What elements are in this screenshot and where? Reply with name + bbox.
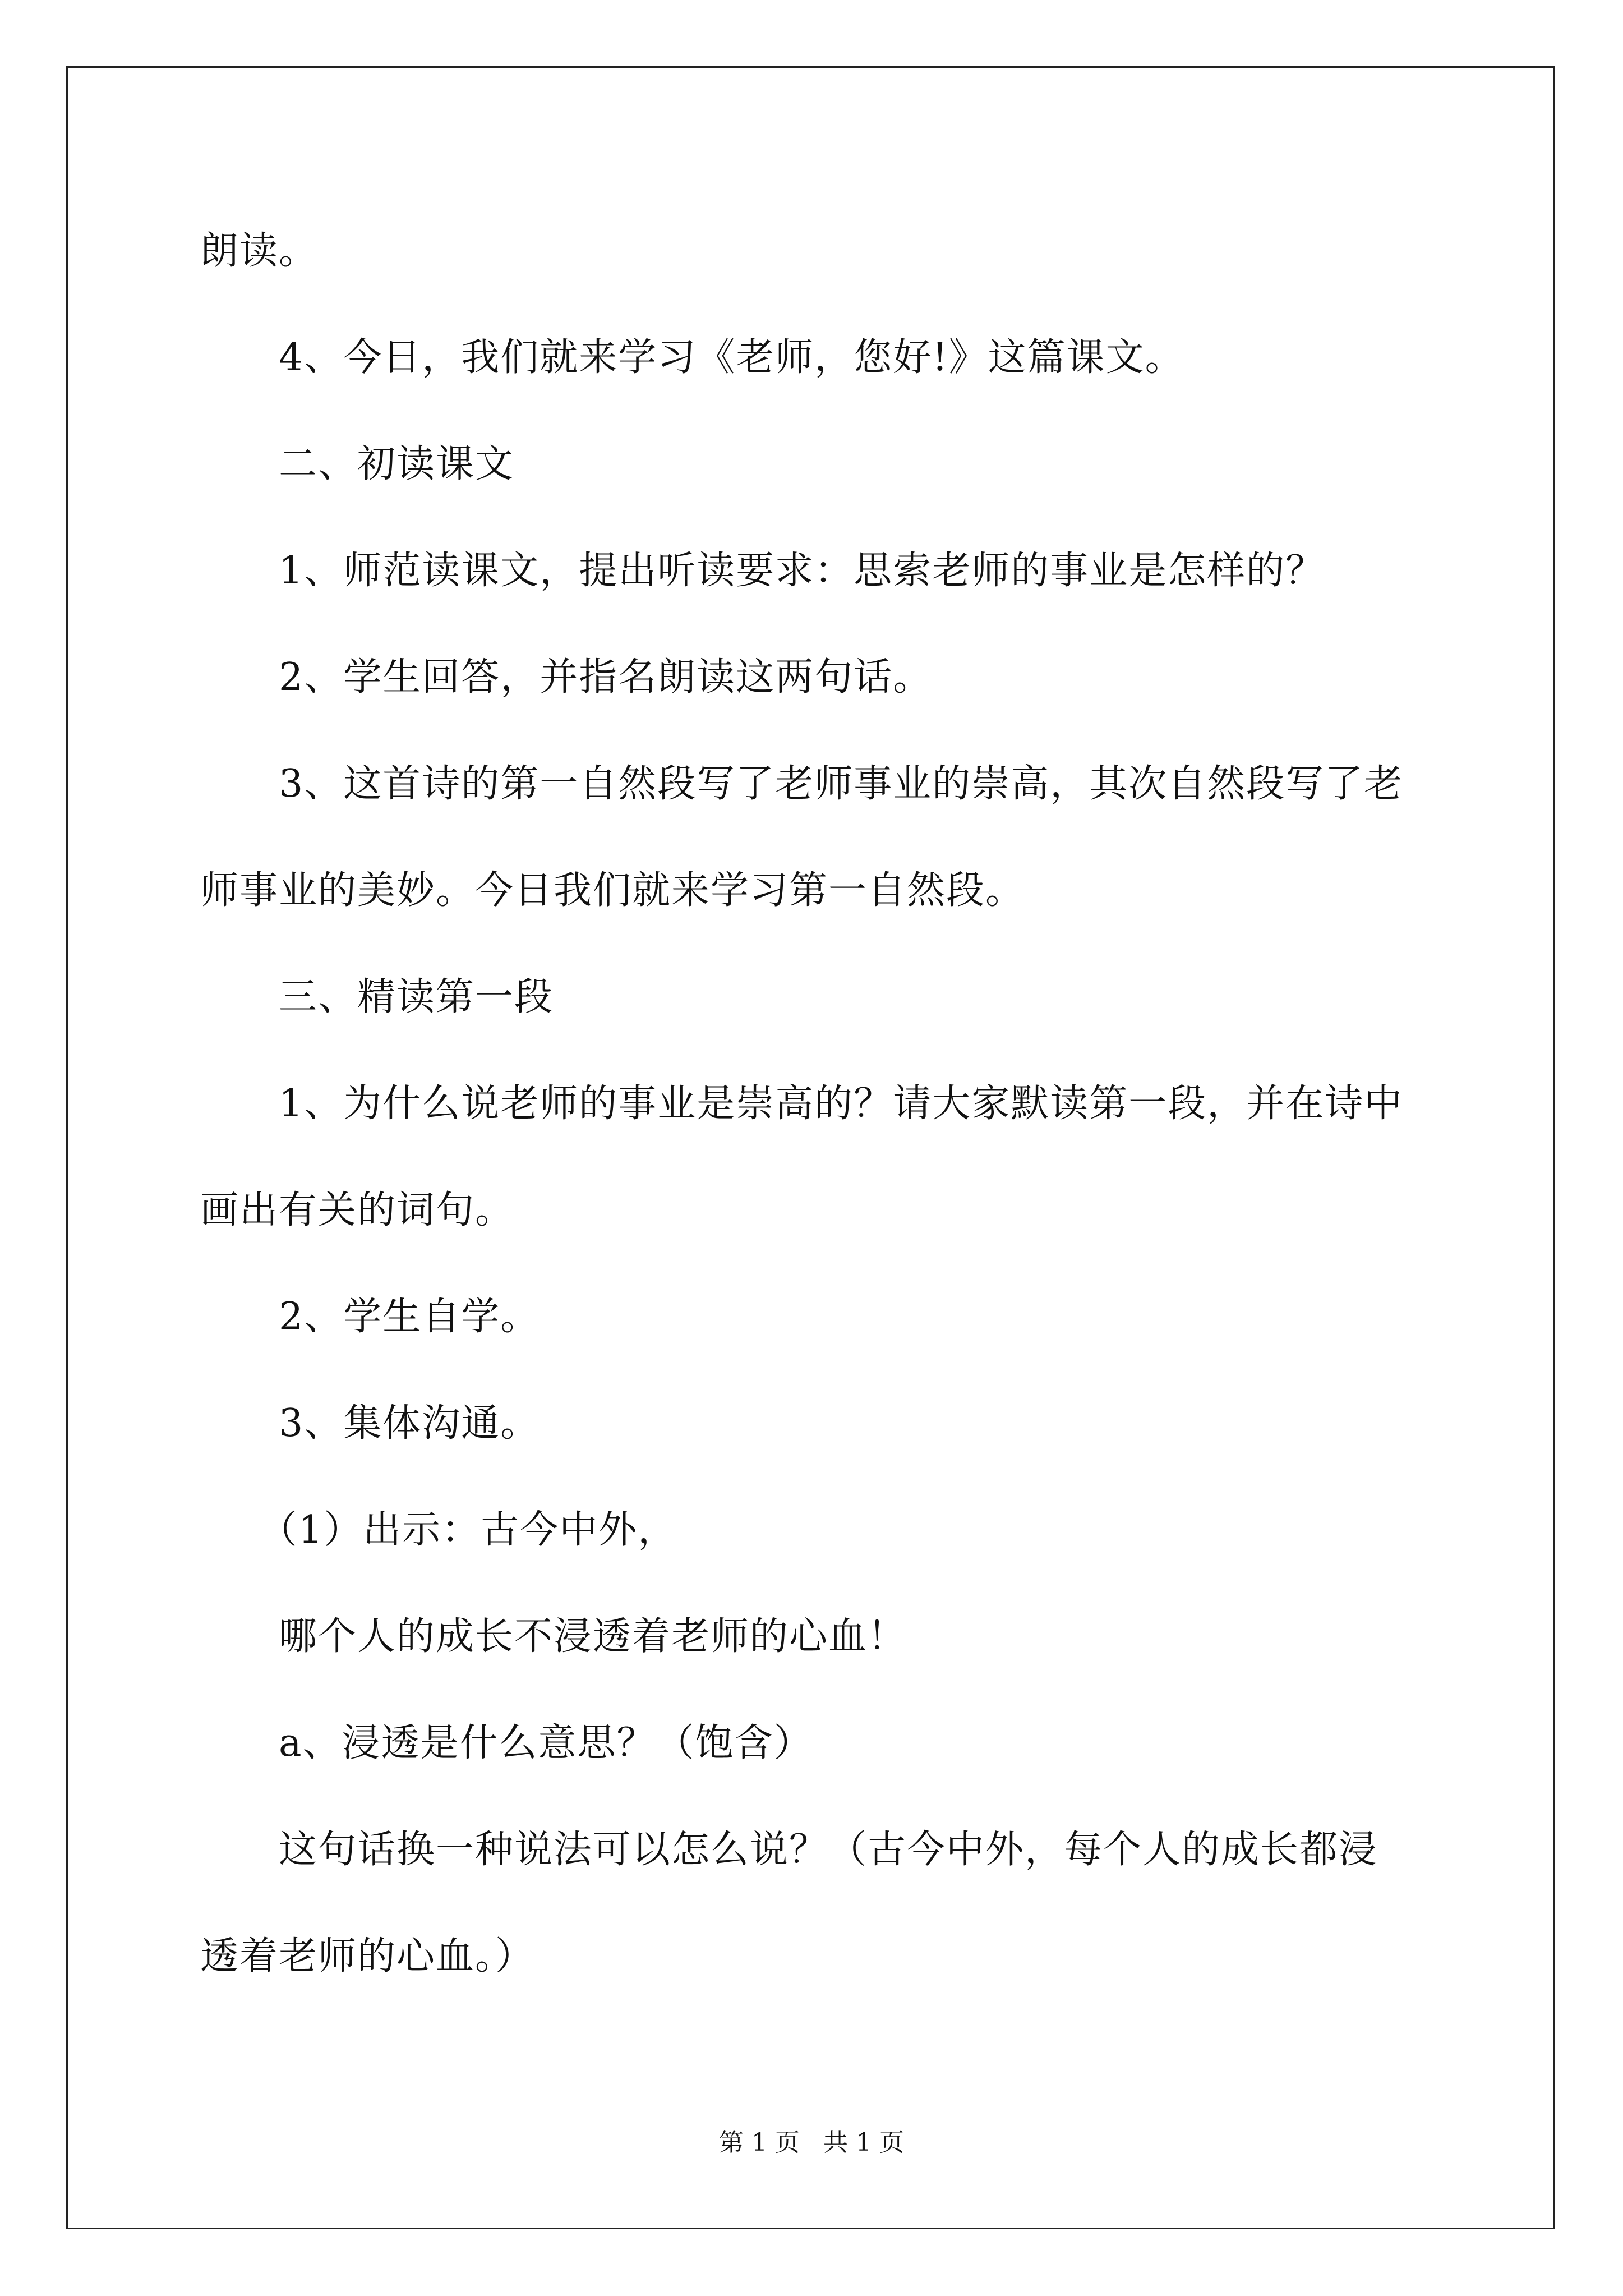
paragraph-line: 4、今日，我们就来学习《老师，您好!》这篇课文。 [279, 335, 1184, 380]
paragraph-line: 朗读。 [200, 229, 319, 273]
paragraph-line: 2、学生自学。 [279, 1295, 540, 1339]
paragraph-line: 哪个人的成长不浸透着老师的心血！ [279, 1614, 907, 1659]
page-border [66, 66, 1555, 2229]
paragraph-line: 2、学生回答，并指名朗读这两句话。 [279, 655, 933, 700]
page-footer: 第 1 页 共 1 页 [719, 2128, 904, 2157]
paragraph-line: 这句话换一种说法可以怎么说？（古今中外，每个人的成长都浸 [279, 1828, 1378, 1872]
paragraph-line: 师事业的美妙。今日我们就来学习第一自然段。 [200, 868, 1025, 913]
section-heading: 二、初读课文 [279, 442, 515, 486]
paragraph-line: 透着老师的心血。） [200, 1934, 535, 1978]
paragraph-line: 1、师范读课文，提出听读要求：思索老师的事业是怎样的？ [279, 549, 1325, 593]
paragraph-line: 3、集体沟通。 [279, 1401, 540, 1446]
paragraph-line: 3、这首诗的第一自然段写了老师事业的崇高，其次自然段写了老 [279, 762, 1404, 806]
paragraph-line: a、浸透是什么意思？（饱含） [279, 1721, 813, 1765]
paragraph-line: 1、为什么说老师的事业是崇高的？请大家默读第一段，并在诗中 [279, 1082, 1404, 1126]
paragraph-line: 画出有关的词句。 [200, 1188, 515, 1232]
paragraph-line: （1）出示：古今中外， [259, 1508, 677, 1552]
section-heading: 三、精读第一段 [279, 975, 554, 1019]
